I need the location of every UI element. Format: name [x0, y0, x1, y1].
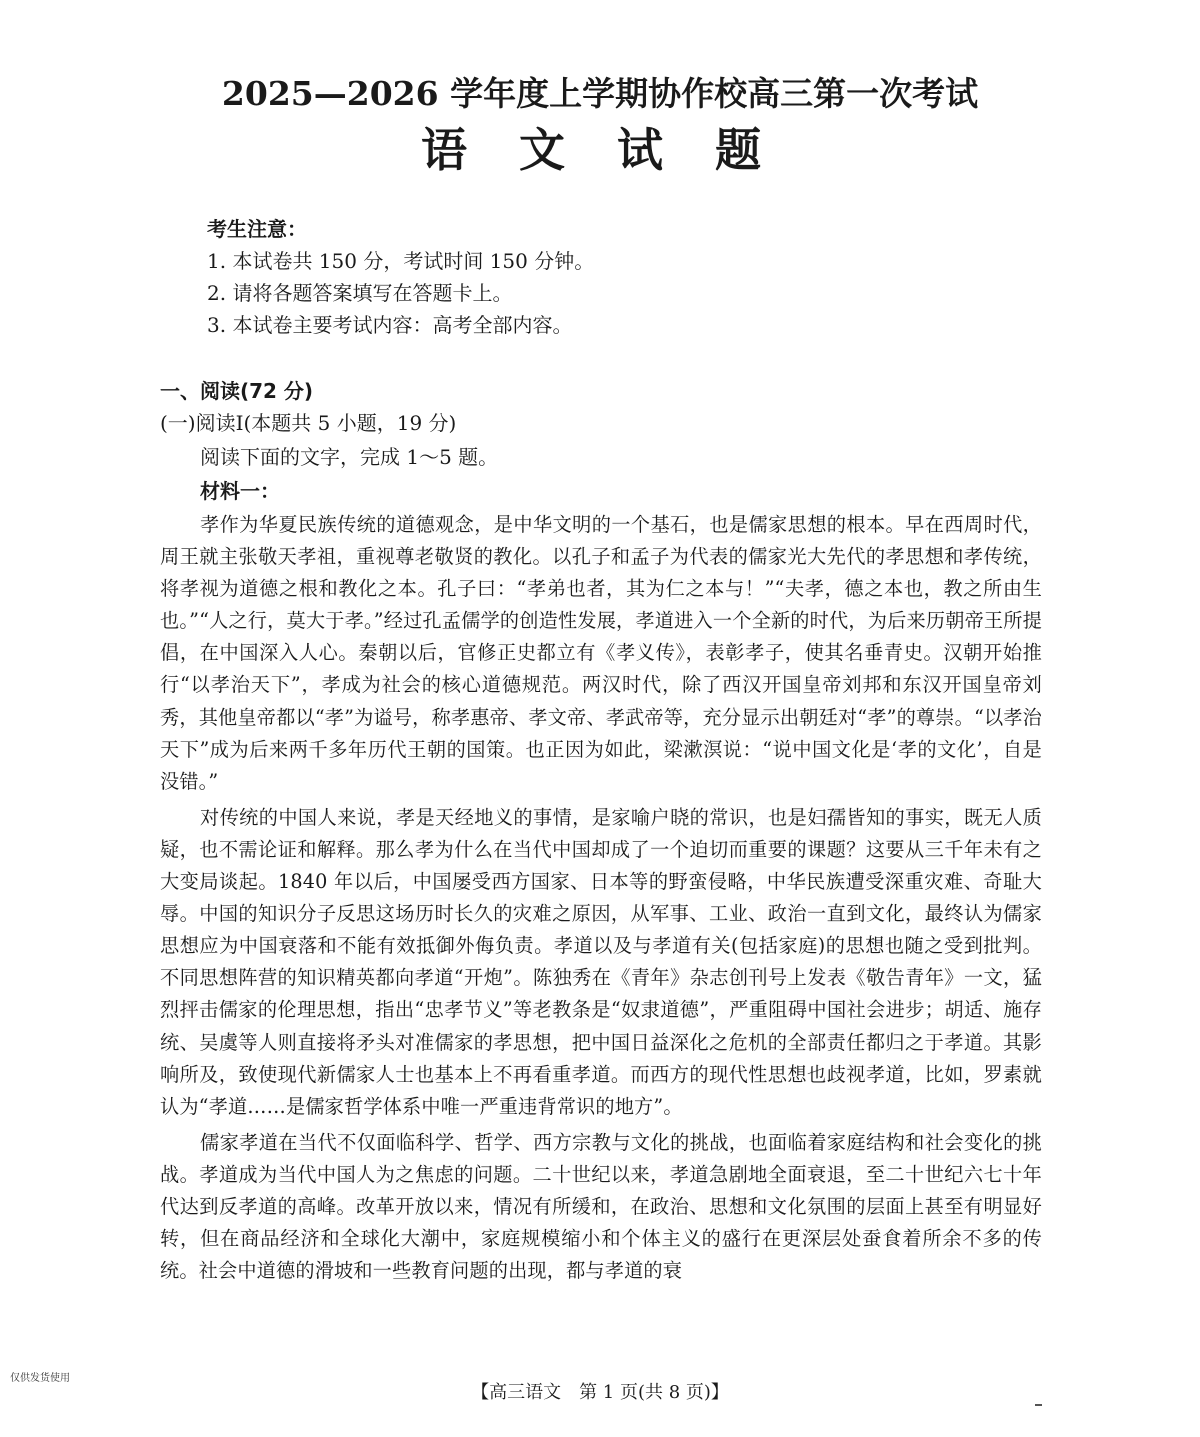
- notice-item: 3. 本试卷主要考试内容：高考全部内容。: [207, 313, 573, 337]
- page-footer: 【高三语文 第 1 页(共 8 页)】: [471, 1382, 729, 1403]
- exam-title: 2025—2026 学年度上学期协作校高三第一次考试: [221, 74, 979, 113]
- subsection-heading: (一)阅读Ⅰ(本题共 5 小题，19 分): [160, 411, 457, 435]
- notice-title: 考生注意：: [207, 217, 307, 241]
- material-paragraph: 对传统的中国人来说，孝是天经地义的事情，是家喻户晓的常识，也是妇孺皆知的事实，既无人质疑，也不需论证和解释。那么孝为什么在当代中国却成了一个迫切而重要的课题？这要从三千年未有之大变局谈起。1840 年以后，中国屡受西方国家、日本等的野蛮侵略，中华民族遭受深重灾难、奇耻大辱。中国的知识分子反思这场历时长久的灾难之原因，从军事、工业、政治一直到文化，最终认为儒家思想应为中国衰落和不能有效抵御外侮负责。孝道以及与孝道有关(包括家庭)的思想也随之受到批判。不同思想阵营的知识精英都向孝道“开炮”。陈独秀在《青年》杂志创刊号上发表《敬告青年》一文，猛烈抨击儒家的伦理思想，指出“忠孝节义”等老教条是“奴隶道德”，严重阻碍中国社会进步；胡适、施存统、吴虞等人则直接将矛头对准儒家的孝思想，把中国日益深化之危机的全部责任都归之于孝道。其影响所及，致使现代新儒家人士也基本上不再看重孝道。而西方的现代性思想也歧视孝道，比如，罗素就认为“孝道……是儒家哲学体系中唯一严重违背常识的地方”。: [160, 805, 1042, 1118]
- material-paragraph: 孝作为华夏民族传统的道德观念，是中华文明的一个基石，也是儒家思想的根本。早在西周时代，周王就主张敬天孝祖，重视尊老敬贤的教化。以孔子和孟子为代表的儒家光大先代的孝思想和孝传统，将孝视为道德之根和教化之本。孔子曰：“孝弟也者，其为仁之本与！”“夫孝，德之本也，教之所由生也。”“人之行，莫大于孝。”经过孔孟儒学的创造性发展，孝道进入一个全新的时代，为后来历朝帝王所提倡，在中国深入人心。秦朝以后，官修正史都立有《孝义传》，表彰孝子，使其名垂青史。汉朝开始推行“以孝治天下”，孝成为社会的核心道德规范。两汉时代，除了西汉开国皇帝刘邦和东汉开国皇帝刘秀，其他皇帝都以“孝”为谥号，称孝惠帝、孝文帝、孝武帝等，充分显示出朝廷对“孝”的尊崇。“以孝治天下”成为后来两千多年历代王朝的国策。也正因为如此，梁漱溟说：“说中国文化是‘孝的文化’，自是没错。”: [160, 513, 1042, 793]
- reading-instruction: 阅读下面的文字，完成 1～5 题。: [200, 445, 499, 469]
- margin-watermark-note: 仅供发货使用: [10, 1373, 70, 1384]
- candidate-notice: [207, 213, 594, 341]
- exam-subject-title: 语 文 试 题: [420, 123, 780, 177]
- material-label: 材料一：: [200, 479, 280, 503]
- section-heading: 一、阅读(72 分): [160, 379, 314, 403]
- material-paragraph: 儒家孝道在当代不仅面临科学、哲学、西方宗教与文化的挑战，也面临着家庭结构和社会变化的挑战。孝道成为当代中国人为之焦虑的问题。二十世纪以来，孝道急剧地全面衰退，至二十世纪六七十年代达到反孝道的高峰。改革开放以来，情况有所缓和，在政治、思想和文化氛围的层面上甚至有明显好转，但在商品经济和全球化大潮中，家庭规模缩小和个体主义的盛行在更深层处蚕食着所余不多的传统。社会中道德的滑坡和一些教育问题的出现，都与孝道的衰: [160, 1130, 1042, 1283]
- notice-item: 1. 本试卷共 150 分，考试时间 150 分钟。: [207, 249, 595, 273]
- corner-mark: [1035, 1404, 1042, 1406]
- notice-item: 2. 请将各题答案填写在答题卡上。: [207, 281, 513, 305]
- reading-section: [160, 375, 1042, 1291]
